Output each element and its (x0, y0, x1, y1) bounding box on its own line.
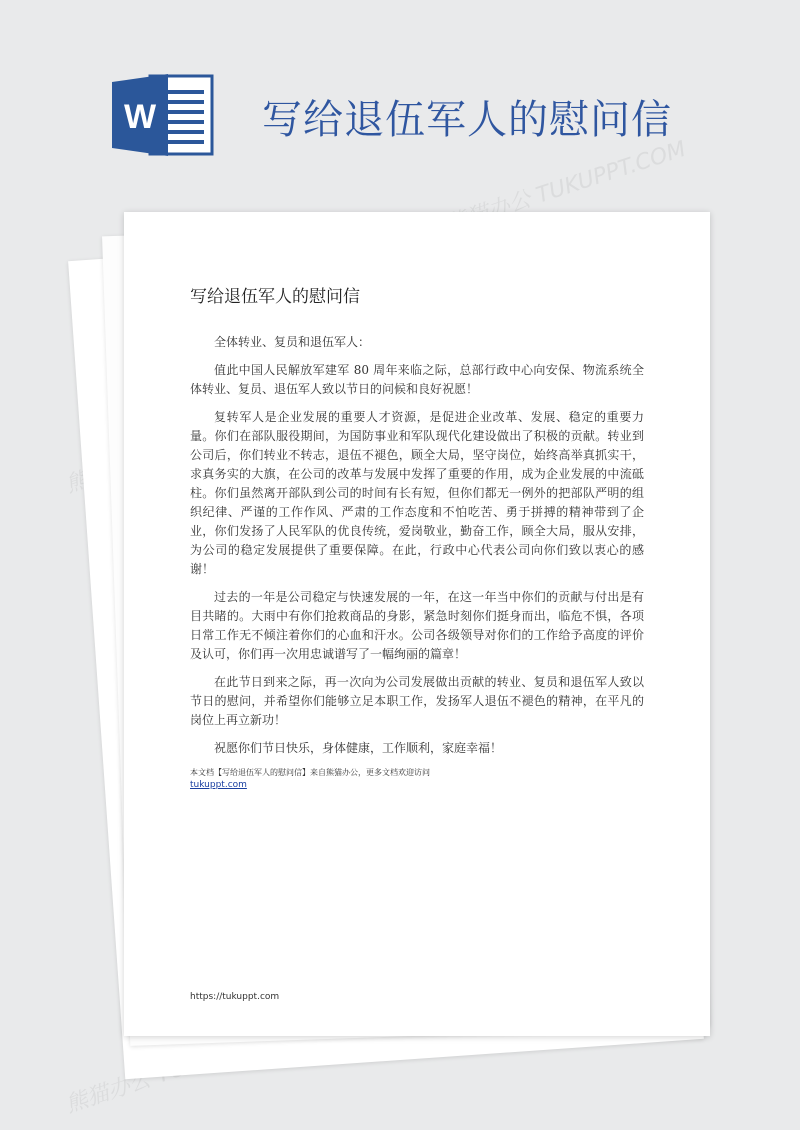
body-paragraph: 值此中国人民解放军建军 80 周年来临之际，总部行政中心向安保、物流系统全体转业、复员、退伍军人致以节日的问候和良好祝愿！ (190, 363, 644, 396)
source-link[interactable]: tukuppt.com (190, 780, 247, 790)
header-title: 写给退伍军人的慰问信 (262, 97, 672, 143)
watermark: 熊猫办公 TUKUPPT.COM (442, 136, 690, 239)
salutation: 全体转业、复员和退伍军人： (214, 335, 371, 349)
page-footer-url: https://tukuppt.com (190, 992, 280, 1002)
body-paragraph: 过去的一年是公司稳定与快速发展的一年，在这一年当中你们的贡献与付出是有 目共睹的。大雨中有你们抢救商品的身影，紧急时刻你们挺身而出，临危不惧，各项日常工作无不倾注着你们的心血和汗水。公司各级领导对你们的工作给予高度的评价及认可，你们再一次用忠诚谱写了一幅绚丽的篇章！ (190, 590, 644, 661)
watermark: 熊猫办公 (62, 1067, 155, 1119)
closing-wish: 祝愿你们节日快乐，身体健康，工作顺利，家庭幸福！ (214, 741, 503, 755)
header (0, 0, 800, 200)
document-title: 写给退伍军人的慰问信 (190, 287, 360, 307)
body-paragraph: 在此节日到来之际，再一次向为公司发展做出贡献的转业、复员和退伍军人致以节日的慰问，并希望你们能够立足本职工作，发扬军人退伍不褪色的精神，在平凡的岗位上再立新功！ (190, 675, 644, 727)
document-page (124, 212, 710, 1036)
source-note: 本文档【写给退伍军人的慰问信】来自熊猫办公，更多文档欢迎访问 (190, 768, 430, 777)
body-paragraph: 复转军人是企业发展的重要人才资源，是促进企业改革、发展、稳定的重要力量。你们在部队服役期间，为国防事业和军队现代化建设做出了积极的贡献。转业到公司后，你们转业不转志，退伍不褪色，顾全大局，坚守岗位，始终高举真抓实干，求真务实的大旗，在公司的改革与发展中发挥了重要的作用，成为企业发展的中流砥柱。你们虽然离开部队到公司的时间有长有短，但你们都无一例外的把部队严明的组织纪律、严谨的工作作风、严肃的工作态度和不怕吃苦、勇于拼搏的精神带到了企业，你们发扬了人民军队的优良传统，爱岗敬业，勤奋工作，顾全大局，服从安排，为公司的稳定发展提供了重要保障。在此，行政中心代表公司向你们致以衷心的感谢！ (190, 410, 644, 576)
word-document-icon (112, 72, 216, 158)
logo-letter: W (123, 98, 157, 136)
